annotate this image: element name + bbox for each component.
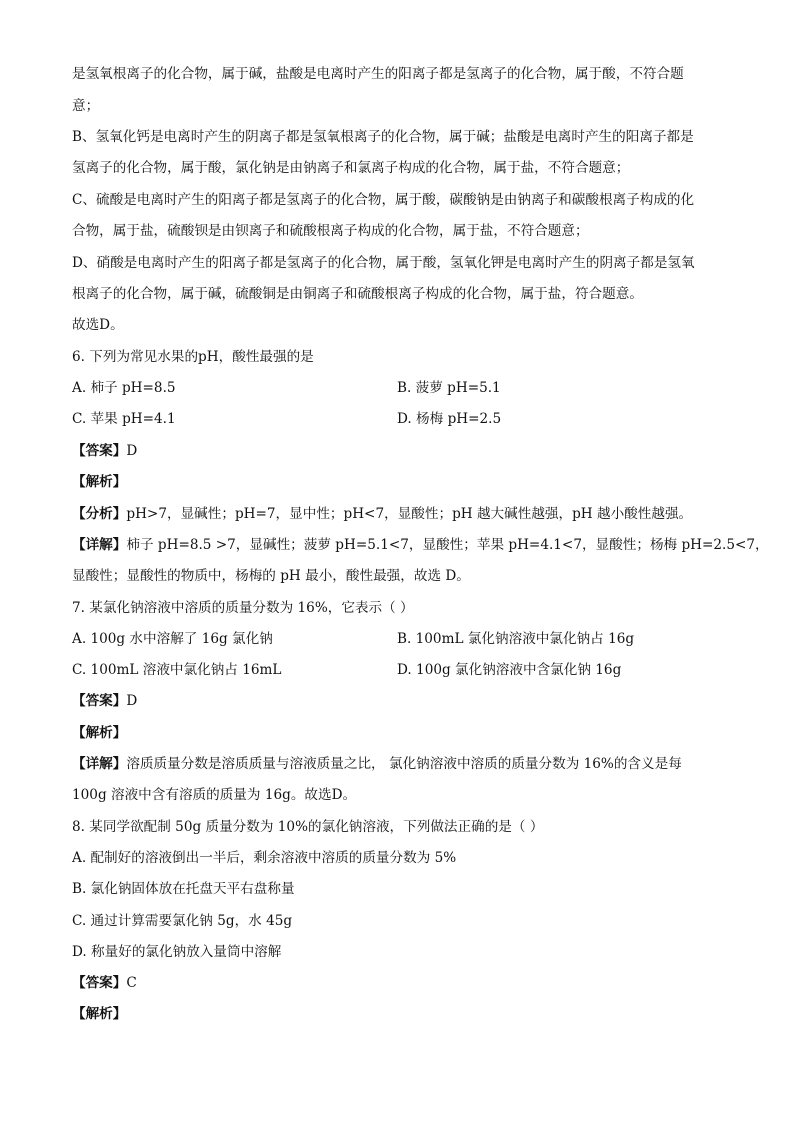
fenxi-text: pH>7，显碱性；pH=7，显中性；pH<7，显酸性；pH 越大碱性越强，pH 越小酸性越强。	[126, 506, 693, 522]
text-line: 显酸性；显酸性的物质中，杨梅的 pH 最小，酸性最强，故选 D。	[72, 568, 470, 584]
q8-option-a: A. 配制好的溶液倒出一半后，剩余溶液中溶质的质量分数为 5%	[72, 850, 457, 866]
text-line: 合物，属于盐，硫酸钡是由钡离子和硫酸根离子构成的化合物，属于盐，不符合题意；	[72, 223, 589, 239]
q8-analysis-tag: 【解析】	[72, 1006, 127, 1022]
text-line: 氢离子的化合物，属于酸，氯化钠是由钠离子和氯离子构成的化合物，属于盐，不符合题意；	[72, 160, 630, 176]
answer-value: D	[126, 693, 138, 709]
question-7-stem: 7. 某氯化钠溶液中溶质的质量分数为 16%，它表示（ ）	[72, 600, 414, 616]
q6-option-d: D. 杨梅 pH=2.5	[397, 411, 502, 427]
detail-text: 溶质质量分数是溶质质量与溶液质量之比， 氯化钠溶液中溶质的质量分数为 16%的含义是每	[126, 756, 682, 772]
option-c-explanation: C、硫酸是电离时产生的阳离子都是氢离子的化合物，属于酸，碳酸钠是由钠离子和碳酸根离子构成的化	[72, 192, 695, 208]
text-line: 是氢氧根离子的化合物，属于碱，盐酸是电离时产生的阳离子都是氢离子的化合物，属于酸，不符合题	[72, 66, 684, 82]
q6-option-c: C. 苹果 pH=4.1	[72, 411, 176, 427]
conclusion: 故选D。	[72, 317, 124, 333]
q6-detail	[72, 535, 769, 555]
fenxi-tag: 【分析】	[72, 506, 127, 522]
answer-tag: 【答案】	[72, 693, 127, 709]
q7-analysis-tag: 【解析】	[72, 725, 127, 741]
q7-option-a: A. 100g 水中溶解了 16g 氯化钠	[72, 631, 273, 647]
detail-tag: 【详解】	[72, 756, 127, 772]
option-d-explanation: D、硝酸是电离时产生的阳离子都是氢离子的化合物，属于酸，氢氧化钾是电离时产生的阴离子都是氢氧	[72, 255, 695, 271]
text-line: 根离子的化合物，属于碱，硫酸铜是由铜离子和硫酸根离子构成的化合物，属于盐，符合题意。	[72, 286, 643, 302]
q8-option-d: D. 称量好的氯化钠放入量筒中溶解	[72, 944, 282, 960]
detail-tag: 【详解】	[72, 537, 127, 553]
detail-text: 柿子 pH=8.5 >7，显碱性；菠萝 pH=5.1<7，显酸性；苹果 pH=4.1<7，显酸性；杨梅 pH=2.5<7，	[126, 537, 769, 553]
q7-option-d: D. 100g 氯化钠溶液中含氯化钠 16g	[397, 662, 622, 678]
q8-option-c: C. 通过计算需要氯化钠 5g，水 45g	[72, 913, 293, 929]
question-6-stem: 6. 下列为常见水果的pH，酸性最强的是	[72, 349, 314, 365]
option-b-explanation: B、氢氧化钙是电离时产生的阴离子都是氢氧根离子的化合物，属于碱；盐酸是电离时产生的阳离子都是	[72, 129, 694, 145]
answer-tag: 【答案】	[72, 443, 127, 459]
q6-answer	[72, 441, 722, 461]
question-8-stem: 8. 某同学欲配制 50g 质量分数为 10%的氯化钠溶液，下列做法正确的是（ ）	[72, 819, 544, 835]
q6-option-b: B. 菠萝 pH=5.1	[397, 380, 501, 396]
q7-detail	[72, 754, 722, 774]
q6-option-a: A. 柿子 pH=8.5	[72, 380, 176, 396]
q8-answer	[72, 973, 722, 993]
answer-value: D	[126, 443, 138, 459]
q7-option-c: C. 100mL 溶液中氯化钠占 16mL	[72, 662, 282, 678]
q6-fenxi	[72, 504, 722, 524]
text-line: 100g 溶液中含有溶质的质量为 16g。故选D。	[72, 787, 357, 803]
q8-option-b: B. 氯化钠固体放在托盘天平右盘称量	[72, 881, 295, 897]
q6-analysis-tag: 【解析】	[72, 474, 127, 490]
answer-value: C	[126, 975, 137, 991]
text-line: 意；	[72, 98, 100, 114]
q7-option-b: B. 100mL 氯化钠溶液中氯化钠占 16g	[397, 631, 635, 647]
answer-tag: 【答案】	[72, 975, 127, 991]
q7-answer	[72, 691, 722, 711]
